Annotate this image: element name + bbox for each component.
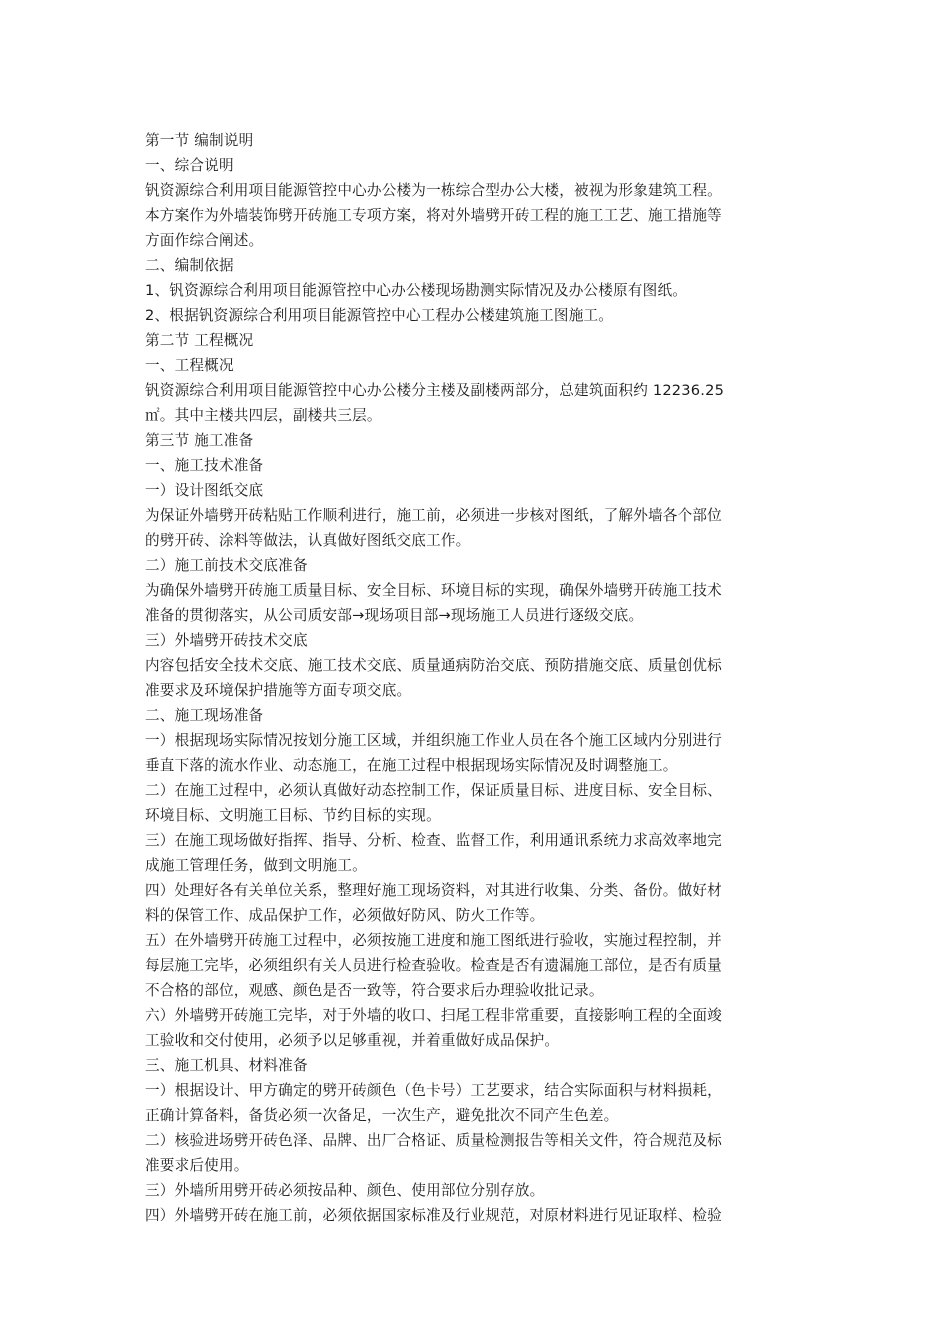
paragraph-line: 内容包括安全技术交底、施工技术交底、质量通病防治交底、预防措施交底、质量创优标 bbox=[145, 657, 722, 674]
paragraph-line: 本方案作为外墙装饰劈开砖施工专项方案，将对外墙劈开砖工程的施工工艺、施工措施等 bbox=[145, 207, 722, 224]
paragraph-line: 二）在施工过程中，必须认真做好动态控制工作，保证质量目标、进度目标、安全目标、 bbox=[145, 782, 722, 799]
item-heading: 三）外墙劈开砖技术交底 bbox=[145, 632, 308, 649]
paragraph-line: 五）在外墙劈开砖施工过程中，必须按施工进度和施工图纸进行验收，实施过程控制，并 bbox=[145, 932, 722, 949]
paragraph-line: 料的保管工作、成品保护工作，必须做好防风、防火工作等。 bbox=[145, 907, 545, 924]
paragraph-line: 四）外墙劈开砖在施工前，必须依据国家标准及行业规范，对原材料进行见证取样、检验 bbox=[145, 1207, 722, 1224]
subsection-heading: 一、综合说明 bbox=[145, 157, 234, 174]
subsection-heading: 三、施工机具、材料准备 bbox=[145, 1057, 308, 1074]
paragraph-line: 钒资源综合利用项目能源管控中心办公楼为一栋综合型办公大楼，被视为形象建筑工程。 bbox=[145, 182, 722, 199]
paragraph-line: 工验收和交付使用，必须予以足够重视，并着重做好成品保护。 bbox=[145, 1032, 560, 1049]
paragraph-line: 二）核验进场劈开砖色泽、品牌、出厂合格证、质量检测报告等相关文件，符合规范及标 bbox=[145, 1132, 722, 1149]
subsection-heading: 二、编制依据 bbox=[145, 257, 234, 274]
paragraph-line: 准要求后使用。 bbox=[145, 1157, 249, 1174]
paragraph-line: 准备的贯彻落实，从公司质安部→现场项目部→现场施工人员进行逐级交底。 bbox=[145, 607, 644, 624]
paragraph-line: 方面作综合阐述。 bbox=[145, 232, 264, 249]
paragraph-line: 三）外墙所用劈开砖必须按品种、颜色、使用部位分别存放。 bbox=[145, 1182, 545, 1199]
paragraph-line: 正确计算备料，备货必须一次备足，一次生产，避免批次不同产生色差。 bbox=[145, 1107, 619, 1124]
paragraph-line: 准要求及环境保护措施等方面专项交底。 bbox=[145, 682, 412, 699]
document-body bbox=[145, 128, 813, 1228]
subsection-heading: 二、施工现场准备 bbox=[145, 707, 264, 724]
paragraph-line: 成施工管理任务，做到文明施工。 bbox=[145, 857, 367, 874]
paragraph-line: ㎡。其中主楼共四层，副楼共三层。 bbox=[145, 407, 382, 424]
paragraph-line: 三）在施工现场做好指挥、指导、分析、检查、监督工作，利用通讯系统力求高效率地完 bbox=[145, 832, 722, 849]
paragraph-line: 环境目标、文明施工目标、节约目标的实现。 bbox=[145, 807, 441, 824]
paragraph-line: 一）根据现场实际情况按划分施工区域，并组织施工作业人员在各个施工区域内分别进行 bbox=[145, 732, 722, 749]
paragraph-line: 为保证外墙劈开砖粘贴工作顺利进行，施工前，必须进一步核对图纸，了解外墙各个部位 bbox=[145, 507, 722, 524]
section-heading: 第二节 工程概况 bbox=[145, 332, 254, 349]
paragraph-line: 四）处理好各有关单位关系，整理好施工现场资料，对其进行收集、分类、备份。做好材 bbox=[145, 882, 722, 899]
paragraph-line: 一）根据设计、甲方确定的劈开砖颜色（色卡号）工艺要求，结合实际面积与材料损耗， bbox=[145, 1082, 722, 1099]
paragraph-line: 的劈开砖、涂料等做法，认真做好图纸交底工作。 bbox=[145, 532, 471, 549]
paragraph-line: 每层施工完毕，必须组织有关人员进行检查验收。检查是否有遗漏施工部位，是否有质量 bbox=[145, 957, 722, 974]
section-heading: 第三节 施工准备 bbox=[145, 432, 254, 449]
paragraph-line: 为确保外墙劈开砖施工质量目标、安全目标、环境目标的实现，确保外墙劈开砖施工技术 bbox=[145, 582, 722, 599]
paragraph-line: 垂直下落的流水作业、动态施工，在施工过程中根据现场实际情况及时调整施工。 bbox=[145, 757, 678, 774]
subsection-heading: 一、工程概况 bbox=[145, 357, 234, 374]
paragraph-line: 不合格的部位，观感、颜色是否一致等，符合要求后办理验收批记录。 bbox=[145, 982, 604, 999]
subsection-heading: 一、施工技术准备 bbox=[145, 457, 264, 474]
section-heading: 第一节 编制说明 bbox=[145, 132, 254, 149]
paragraph-line: 1、钒资源综合利用项目能源管控中心办公楼现场勘测实际情况及办公楼原有图纸。 bbox=[145, 282, 688, 299]
paragraph-line: 六）外墙劈开砖施工完毕，对于外墙的收口、扫尾工程非常重要，直接影响工程的全面竣 bbox=[145, 1007, 722, 1024]
paragraph-line: 2、根据钒资源综合利用项目能源管控中心工程办公楼建筑施工图施工。 bbox=[145, 307, 614, 324]
item-heading: 二）施工前技术交底准备 bbox=[145, 557, 308, 574]
item-heading: 一）设计图纸交底 bbox=[145, 482, 264, 499]
paragraph-line: 钒资源综合利用项目能源管控中心办公楼分主楼及副楼两部分，总建筑面积约 12236.25 bbox=[145, 382, 725, 399]
